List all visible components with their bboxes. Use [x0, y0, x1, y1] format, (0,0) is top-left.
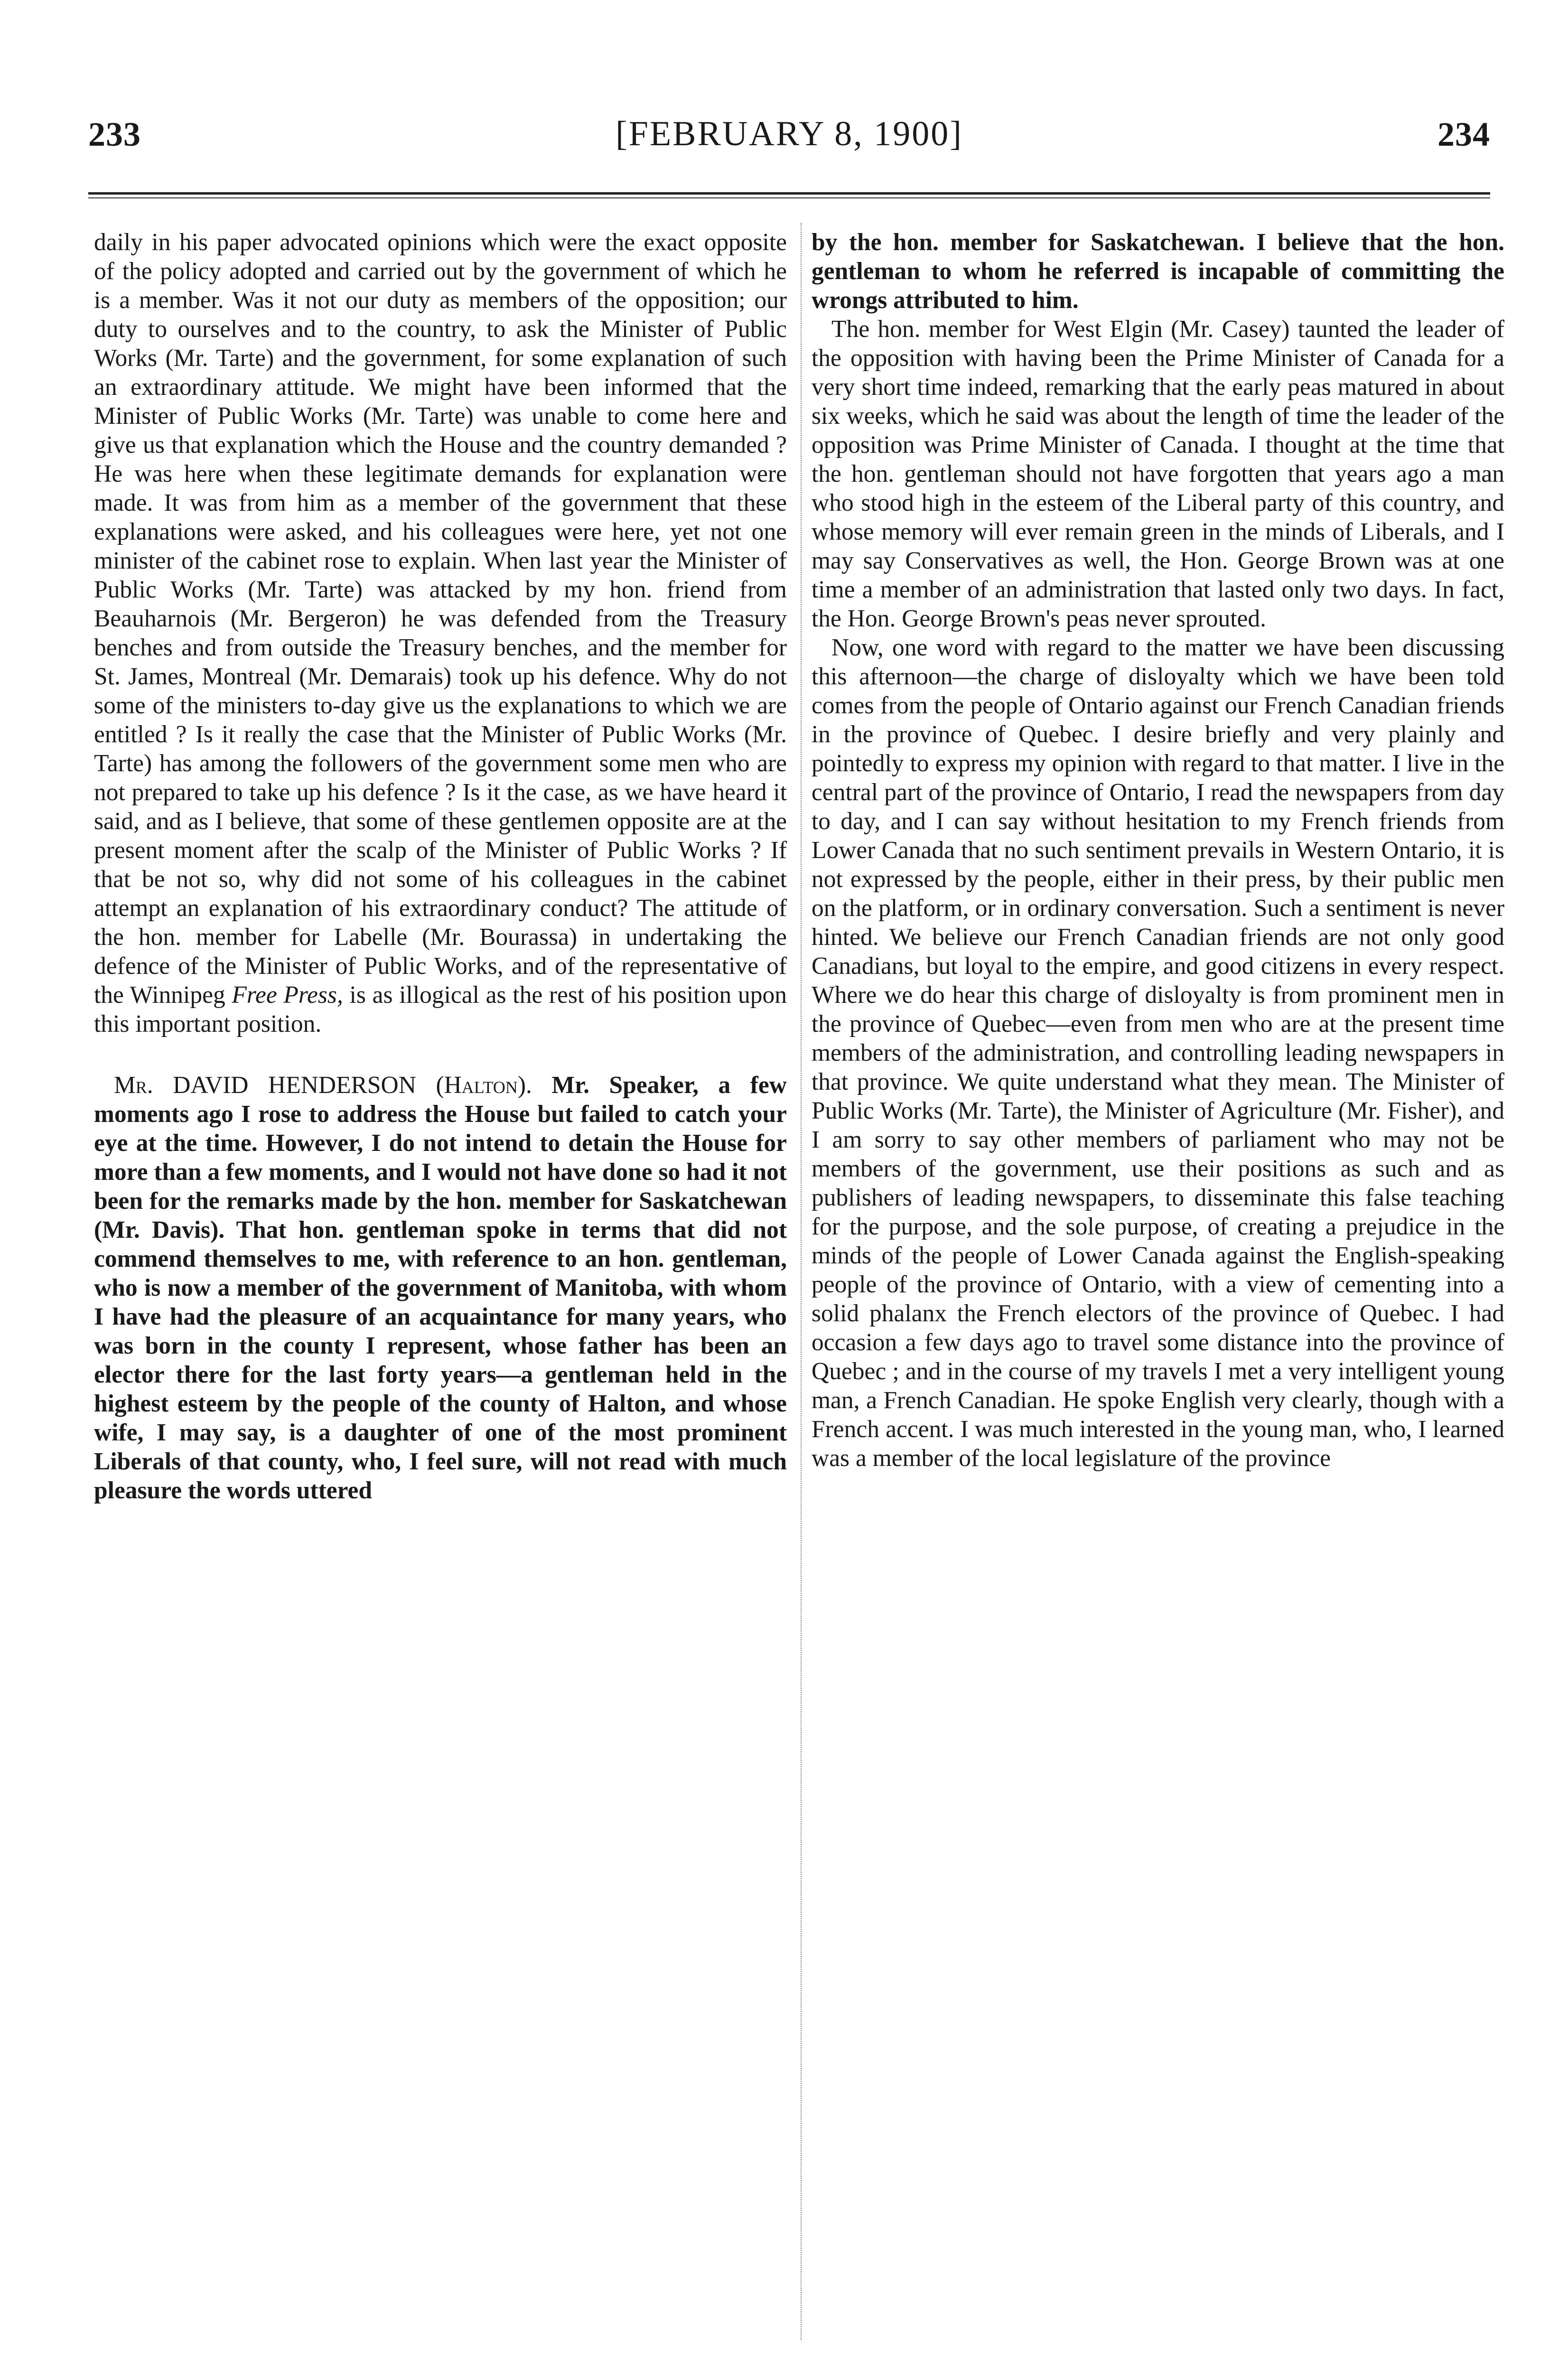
- left-paragraph-1: [94, 228, 787, 1038]
- speaker-name: Mr. DAVID HENDERSON (Halton).: [114, 1072, 532, 1099]
- left-column: [94, 228, 787, 1505]
- column-divider: [801, 223, 802, 2340]
- left-paragraph-2: [94, 1071, 787, 1505]
- page-header: [88, 110, 1490, 162]
- right-paragraph-3: Now, one word with regard to the matter we have been discussing this afternoon—the charge of disloyalty which we have been told comes from the people of Ontario against our French Canadian friends in the province of Quebec. I desire briefly and very plainly and pointedly to express my opinion with regard to that matter. I live in the central part of the province of Ontario, I read the newspapers from day to day, and I can say without hesitation to my French friends from Lower Canada that no such sentiment prevails in Western Ontario, it is not expressed by the people, either in their press, by their public men on the platform, or in ordinary conversation. Such a sentiment is never hinted. We believe our French Canadian friends are not only good Canadians, but loyal to the empire, and good citizens in every respect. Where we do hear this charge of disloyalty is from prominent men in the province of Quebec—even from men who are at the present time members of the administration, and controlling leading newspapers in that province. We quite understand what they mean. The Minister of Public Works (Mr. Tarte), the Minister of Agriculture (Mr. Fisher), and I am sorry to say other members of parliament who may not be members of the government, use their positions as such and as publishers of leading newspapers, to disseminate this false teaching for the purpose, and the sole purpose, of creating a prejudice in the minds of the people of Lower Canada against the English-speaking people of the province of Ontario, with a view of cementing into a solid phalanx the French electors of the province of Quebec. I had occasion a few days ago to travel some distance into the province of Quebec ; and in the course of my travels I met a very intelligent young man, a French Canadian. He spoke English very clearly, though with a French accent. I was much interested in the young man, who, I learned was a member of the local legislature of the province: [812, 634, 1504, 1472]
- page-number-right: 234: [1437, 115, 1490, 153]
- header-rule: [88, 192, 1490, 195]
- page-number-left: 233: [88, 115, 141, 153]
- left-paragraph-1-tail: is as illogical as the rest of his position upon this important position.: [94, 981, 787, 1037]
- header-rule-thin: [88, 197, 1490, 198]
- right-paragraph-1: by the hon. member for Saskatchewan. I believe that the hon. gentleman to whom he referred is incapable of committing the wrongs attributed to him.: [812, 229, 1504, 314]
- right-paragraph-2: The hon. member for West Elgin (Mr. Casey) taunted the leader of the opposition with having been the Prime Minister of Canada for a very short time indeed, remarking that the early peas matured in about six weeks, which he said was about the length of time the leader of the opposition was Prime Minister of Canada. I thought at the time that the hon. gentleman should not have forgotten that years ago a man who stood high in the esteem of the Liberal party of this country, and whose memory will ever remain green in the minds of Liberals, and I may say Conservatives as well, the Hon. George Brown was at one time a member of an administration that lasted only two days. In fact, the Hon. George Brown's peas never sprouted.: [812, 316, 1504, 632]
- right-column: [812, 228, 1504, 1473]
- left-paragraph-1-text: daily in his paper advocated opinions which were the exact opposite of the policy adopted and carried out by the government of which he is a member. Was it not our duty as members of the opposition; our duty to ourselves and to the country, to ask the Minister of Public Works (Mr. Tarte) and the government, for some explanation of such an extraordinary attitude. We might have been informed that the Minister of Public Works (Mr. Tarte) was unable to come here and give us that explanation which the House and the country demanded ? He was here when these legitimate demands for explanation were made. It was from him as a member of the government that these explanations were asked, and his colleagues were here, yet not one minister of the cabinet rose to explain. When last year the Minister of Public Works (Mr. Tarte) was attacked by my hon. friend from Beauharnois (Mr. Bergeron) he was defended from the Treasury benches and from outside the Treasury benches, and the member for St. James, Montreal (Mr. Demarais) took up his defence. Why do not some of the ministers to-day give us the explanations to which we are entitled ? Is it really the case that the Minister of Public Works (Mr. Tarte) has among the followers of the government some men who are not prepared to take up his defence ? Is it the case, as we have heard it said, and as I believe, that some of these gentlemen opposite are at the present moment after the scalp of the Minister of Public Works ? If that be not so, why did not some of his colleagues in the cabinet attempt an explanation of his extraordinary conduct? The attitude of the hon. member for Labelle (Mr. Bourassa) in undertaking the defence of the Minister of Public Works, and of the representative of the Winnipeg: [94, 229, 787, 1009]
- left-paragraph-2-text: Mr. Speaker, a few moments ago I rose to address the House but failed to catch your eye at the time. However, I do not intend to detain the House for more than a few moments, and I would not have done so had it not been for the remarks made by the hon. member for Saskatchewan (Mr. Davis). That hon. gentleman spoke in terms that did not commend themselves to me, with reference to an hon. gentleman, who is now a member of the government of Manitoba, with whom I have had the pleasure of an acquaintance for many years, who was born in the county I represent, whose father has been an elector there for the last forty years—a gentleman held in the highest esteem by the people of the county of Halton, and whose wife, I may say, is a daughter of one of the most prominent Liberals of that county, who, I feel sure, will not read with much pleasure the words uttered: [94, 1072, 787, 1504]
- page-date: [FEBRUARY 8, 1900]: [616, 114, 963, 153]
- newspaper-title: Free Press,: [232, 981, 343, 1009]
